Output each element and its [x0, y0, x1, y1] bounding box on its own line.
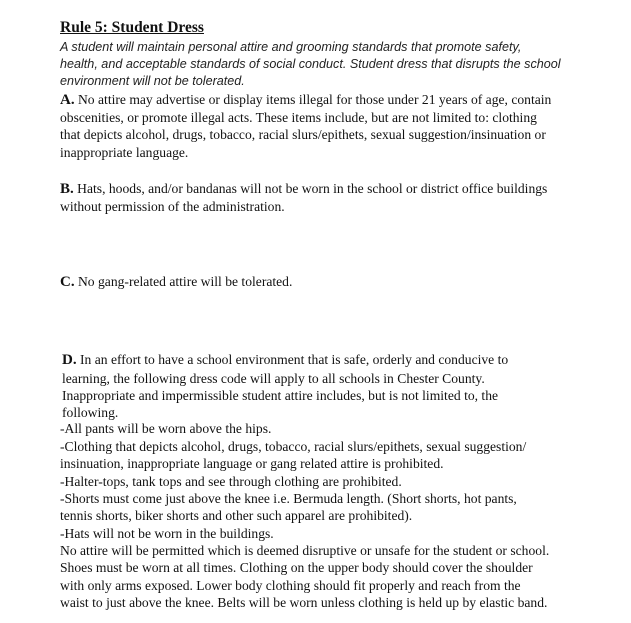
section-d-label: D.	[62, 352, 77, 368]
section-b-line: B. Hats, hoods, and/or bandanas will not be worn in the school or district office buildings	[60, 181, 548, 197]
intro-line: A student will maintain personal attire and grooming standards that promote safety,	[60, 40, 522, 54]
dress-code-item: waist to just above the knee. Belts will be worn unless clothing is held up by elastic band.	[60, 595, 548, 610]
section-d-line: Inappropriate and impermissible student attire includes, but is not limited to, the	[62, 388, 499, 403]
rule-title: Rule 5: Student Dress	[60, 19, 204, 36]
section-a-line: that depicts alcohol, drugs, tobacco, racial slurs/epithets, sexual suggestion/insinuation or	[60, 127, 546, 142]
section-d-line: learning, the following dress code will apply to all schools in Chester County.	[62, 371, 485, 386]
section-a-line: A. No attire may advertise or display items illegal for those under 21 years of age, contain	[60, 92, 552, 108]
section-a-label: A.	[60, 92, 75, 108]
dress-code-item: -Hats will not be worn in the buildings.	[60, 526, 274, 541]
intro-line: environment will not be tolerated.	[60, 74, 245, 88]
section-c-label: C.	[60, 274, 75, 290]
dress-code-item: -Halter-tops, tank tops and see through clothing are prohibited.	[60, 474, 402, 489]
section-d-line: D. In an effort to have a school environment that is safe, orderly and conducive to	[62, 352, 509, 368]
dress-code-item: tennis shorts, biker shorts and other such apparel are prohibited).	[60, 508, 413, 523]
dress-code-item: -Shorts must come just above the knee i.e. Bermuda length. (Short shorts, hot pants,	[60, 491, 517, 506]
dress-code-item: with only arms exposed. Lower body clothing should fit properly and reach from the	[60, 578, 521, 593]
dress-code-item: insinuation, inappropriate language or gang related attire is prohibited.	[60, 456, 444, 471]
section-a-line: obscenities, or promote illegal acts. These items include, but are not limited to: clothing	[60, 110, 537, 125]
dress-code-item: No attire will be permitted which is deemed disruptive or unsafe for the student or school.	[60, 543, 550, 558]
dress-code-item: -Clothing that depicts alcohol, drugs, tobacco, racial slurs/epithets, sexual suggestion/	[60, 439, 527, 454]
section-c-line: C. No gang-related attire will be tolerated.	[60, 274, 293, 290]
intro-line: health, and acceptable standards of social conduct. Student dress that disrupts the school	[60, 57, 561, 71]
rule-intro	[60, 39, 620, 90]
section-d-line: following.	[62, 405, 119, 420]
section-b-label: B.	[60, 181, 74, 197]
dress-code-item: Shoes must be worn at all times. Clothing on the upper body should cover the shoulder	[60, 560, 533, 575]
dress-code-item: -All pants will be worn above the hips.	[60, 421, 272, 436]
section-a-line: inappropriate language.	[60, 145, 189, 160]
section-b-line: without permission of the administration.	[60, 199, 285, 214]
